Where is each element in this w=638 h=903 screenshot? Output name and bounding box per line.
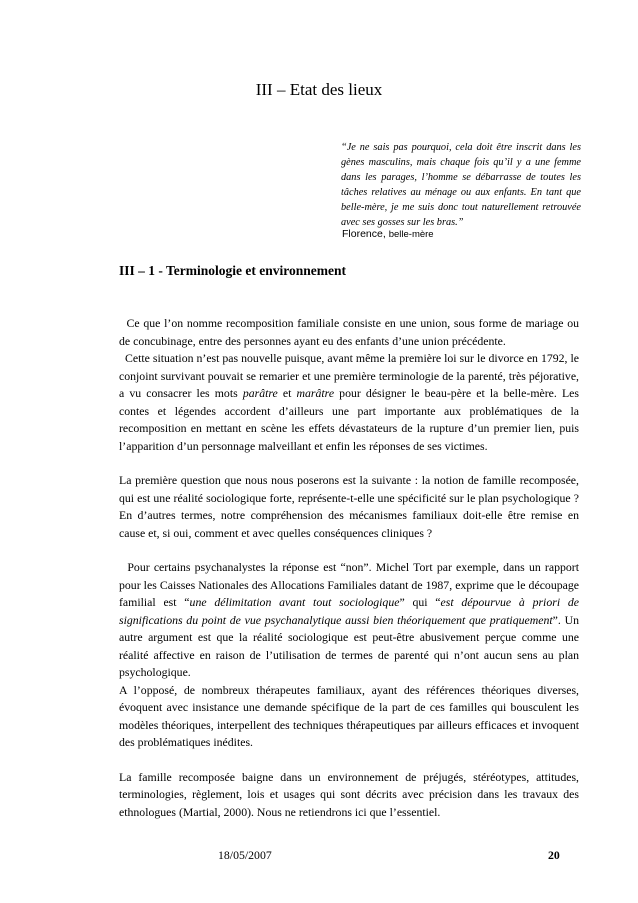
quotation-sociologique: une délimitation avant tout sociologique [189, 595, 400, 609]
footer-date: 18/05/2007 [218, 848, 272, 862]
paragraph-2-part-b: pour désigner le beau-père et la belle-mère. Les contes et légendes accordent d’ailleurs une part importante aux problématiques de la recomposition en mettant en scène les effets dévastateurs de la rupture d’un premier lien, puis l’apparition d’un personnage malveillant et enfin les réponses de ses victimes. [119, 386, 582, 453]
epigraph-quote: “Je ne sais pas pourquoi, cela doit être inscrit dans les gènes masculins, mais chaque fois qu’il y a une femme dans les parages, l’homme se débarrasse de toutes les tâches relatives au ménage ou aux enfants. En tant que belle-mère, je me suis donc tout naturellement retrouvée avec ses gosses sur les bras.” [341, 142, 581, 228]
paragraph-4-part-c: ”. Un autre argument est que la réalité sociologique est peut-être abusivement perçue comme une réalité affective en raison de l’utilisation de termes de parenté qui n’ont aucun sens au plan psychologique. [119, 612, 582, 679]
paragraph-4-part-a: Pour certains psychanalystes la réponse est “non”. Michel Tort par exemple, dans un rapport pour les Caisses Nationales des Allocations Familiales datant de 1987, exprime que le découpage familial est “ [119, 560, 582, 609]
epigraph-author-role: belle-mère [388, 229, 434, 240]
epigraph-author-name: Florence, [342, 228, 386, 240]
paragraph-3: La première question que nous nous poserons est la suivante : la notion de famille recomposée, qui est une réalité sociologique forte, représente-t-elle une spécificité sur le plan psychologique ? En d’autres termes, notre compréhension des mécanismes familiaux doit-elle être remise en cause et, si oui, comment et avec quelles conséquences cliniques ? [119, 473, 579, 540]
paragraph-5: A l’opposé, de nombreux thérapeutes familiaux, ayant des références théoriques diverses, évoquent avec insistance une demande spécifique de la part de ces familles qui bousculent les modèles théoriques, interpellent des techniques thérapeutiques par ailleurs efficaces et invoquent des problématiques inédites. [119, 682, 579, 749]
paragraph-6: La famille recomposée baigne dans un environnement de préjugés, stéréotypes, attitudes, terminologies, règlement, lois et usages qui sont décrits avec précision dans les travaux des ethnologues (Martial, 2000). Nous ne retiendrons ici que l’essentiel. [119, 769, 579, 819]
page-number: 20 [548, 848, 560, 862]
quotation-psychanalytique: est dépourvue à priori de significations du point de vue psychanalytique aussi bien théoriquement que pratiquement [119, 595, 582, 627]
paragraph-4-part-b: ” qui “ [399, 595, 441, 609]
body-text [119, 315, 582, 821]
paragraph-2-conjunction: et [277, 386, 297, 400]
paragraph-4 [119, 559, 582, 682]
paragraph-2 [119, 350, 582, 455]
section-heading: III – 1 - Terminologie et environnement [119, 263, 346, 278]
term-maratre: marâtre [296, 386, 335, 400]
epigraph-author [342, 228, 434, 240]
term-paratre: parâtre [242, 386, 278, 400]
paragraph-1: Ce que l’on nomme recomposition familiale consiste en une union, sous forme de mariage ou de concubinage, entre des personnes ayant eu des enfants d’une union précédente. [119, 316, 582, 348]
page-title: III – Etat des lieux [255, 80, 383, 99]
paragraph-2-part-a: Cette situation n’est pas nouvelle puisque, avant même la première loi sur le divorce en 1792, le conjoint survivant pouvait se remarier et une première terminologie de la parenté, très péjorative, a vu consacrer les mots [119, 351, 582, 400]
